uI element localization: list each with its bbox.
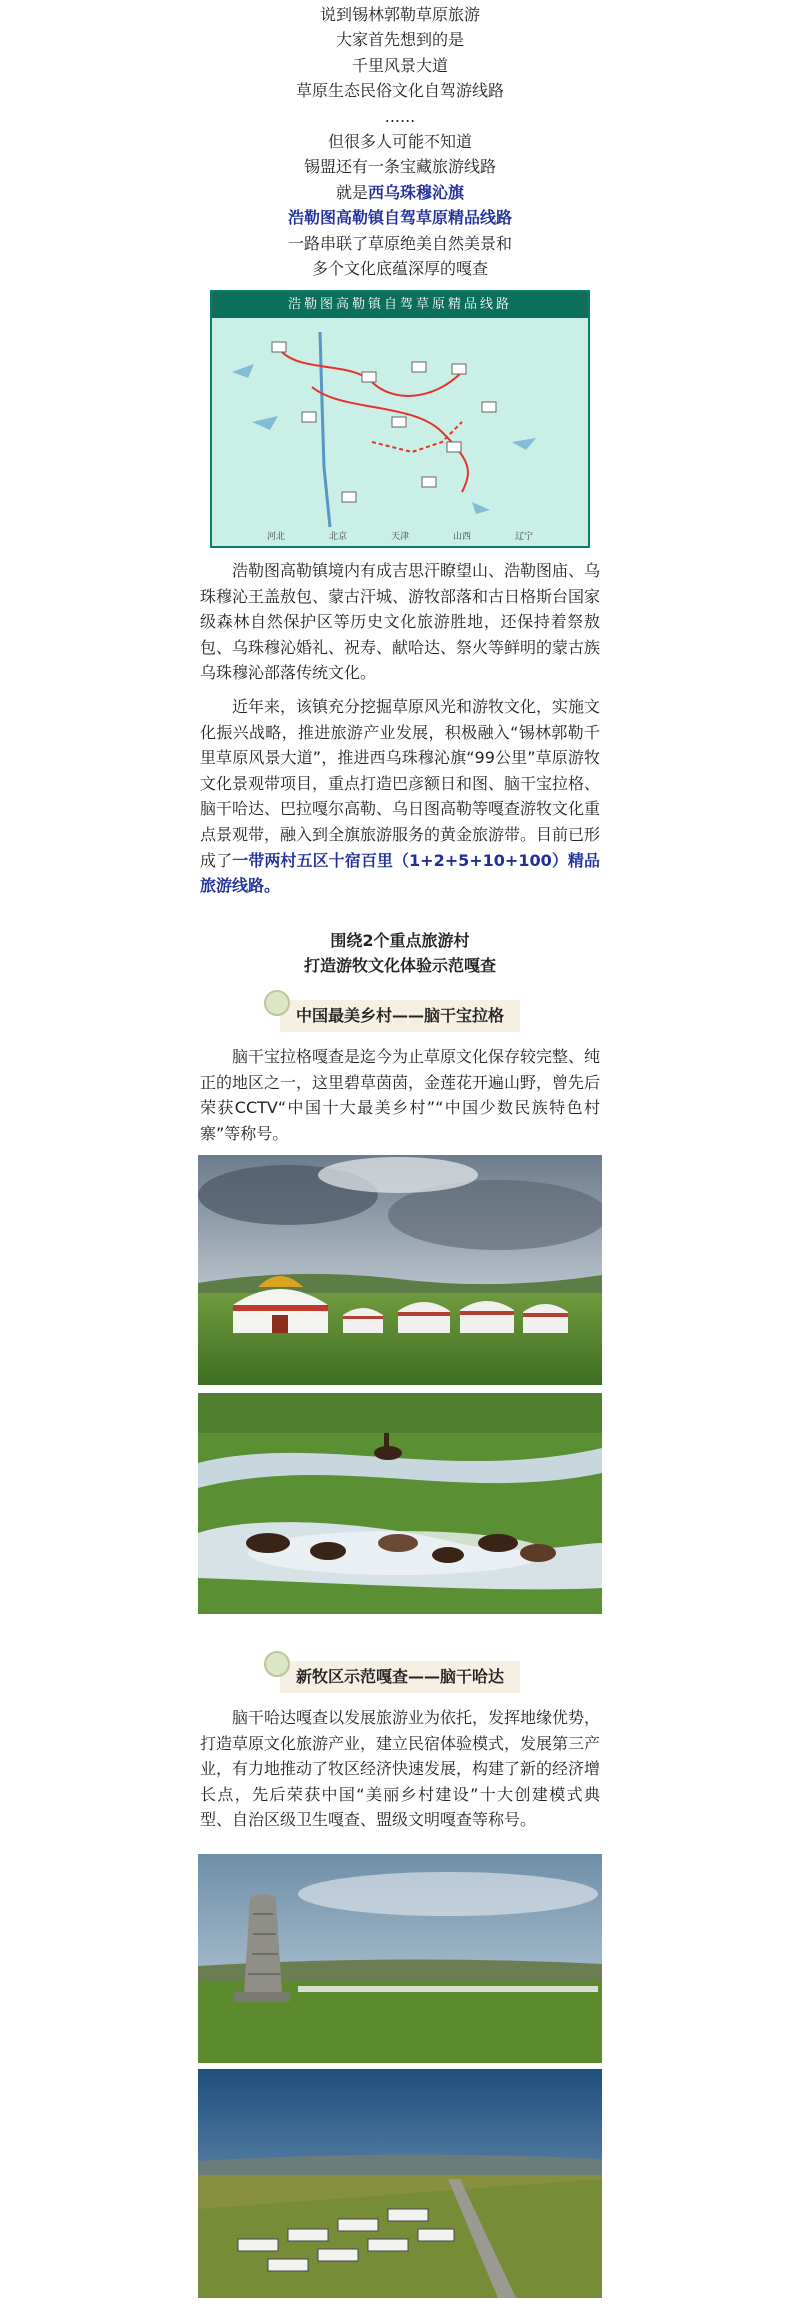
photo-village-graphic: [198, 2069, 602, 2298]
paragraph-culture: 浩勒图高勒镇境内有成吉思汗瞭望山、浩勒图庙、乌珠穆沁王盖敖包、蒙古汗城、游牧部落和古日格斯台国家级森林自然保护区等历史文化旅游胜地，还保持着祭敖包、乌珠穆沁婚礼、祝寿、献哈达、祭火等鲜明的蒙古族乌珠穆沁部落传统文化。: [200, 561, 601, 683]
intro-line: 大家首先想到的是: [335, 30, 464, 50]
map-region-label: 北京: [328, 532, 347, 542]
sub-heading-line-2: 打造游牧文化体验示范嘎查: [303, 956, 496, 975]
intro-line: 草原生态民俗文化自驾游线路: [295, 81, 504, 101]
route-map-graphic: [212, 292, 588, 546]
map-title: 浩勒图高勒镇自驾草原精品线路: [212, 292, 588, 318]
photo-yurts-graphic: [198, 1155, 602, 1385]
intro-line: 锡盟还有一条宝藏旅游线路: [303, 157, 496, 177]
bubble-decoration: [264, 1651, 290, 1677]
intro-line: 多个文化底蕴深厚的嘎查: [311, 258, 488, 278]
intro-line: 千里风景大道: [351, 55, 448, 75]
photo-horses: [198, 1393, 602, 1614]
map-footer: [212, 529, 588, 542]
intro-line-highlight: [0, 180, 800, 205]
photo-village-aerial: [198, 2069, 602, 2298]
section-title-text: 中国最美乡村——脑干宝拉格: [295, 1006, 504, 1025]
paragraph-naogan-baolage: 脑干宝拉格嘎查是迄今为止草原文化保存较完整、纯正的地区之一，这里碧草茵茵，金莲花开遍山野，曾先后荣获CCTV“中国十大最美乡村”“中国少数民族特色村寨”等称号。: [200, 1047, 601, 1143]
map-region-label: 河北: [266, 532, 285, 542]
photo-stone-graphic: [198, 1854, 602, 2063]
bubble-decoration: [264, 990, 290, 1016]
route-formula: 一带两村五区十宿百里（1+2+5+10+100）精品旅游线路。: [200, 850, 600, 896]
intro-prefix: 就是: [335, 182, 368, 202]
section-title-naogan-baolage: [280, 1000, 520, 1032]
paragraph-development: [200, 694, 600, 899]
map-region-label: 山西: [453, 532, 472, 542]
paragraph-naogan-hada: 脑干哈达嘎查以发展旅游业为依托，发挥地缘优势，打造草原文化旅游产业，建立民宿体验模式，发展第三产业，有力地推动了牧区经济快速发展，构建了新的经济增长点，先后荣获中国“美丽乡村建设”十大创建模式典型、自治区级卫生嘎查、盟级文明嘎查等称号。: [200, 1708, 601, 1830]
intro-line: 一路串联了草原绝美自然美景和: [287, 233, 512, 253]
intro-line: 但很多人可能不知道: [327, 131, 472, 151]
photo-stone-monument: [198, 1854, 602, 2063]
map-region-label: 天津: [390, 532, 409, 542]
section-title-text: 新牧区示范嘎查——脑干哈达: [295, 1667, 504, 1686]
intro-line: 说到锡林郭勒草原旅游: [319, 5, 480, 24]
section-title-naogan-hada: [280, 1661, 520, 1693]
intro-line: ......: [384, 106, 416, 126]
photo-yurts: [198, 1155, 602, 1385]
photo-horses-graphic: [198, 1393, 602, 1614]
route-map-image: [210, 290, 590, 548]
route-name: 浩勒图高勒镇自驾草原精品线路: [287, 208, 512, 228]
sub-heading-line-1: 围绕2个重点旅游村: [330, 931, 470, 950]
banner-name: 西乌珠穆沁旗: [368, 182, 465, 202]
intro-block: [0, 2, 800, 281]
paragraph-text: 近年来，该镇充分挖掘草原风光和游牧文化，实施文化振兴战略，推进旅游产业发展，积极融入“锡林郭勒千里草原风景大道”，推进西乌珠穆沁旗“99公里”草原游牧文化景观带项目，重点打造巴彦额日和图、脑干宝拉格、脑干哈达、巴拉嘎尔高勒、乌日图高勒等嘎查游牧文化重点景观带，融入到全旗旅游服务的黄金旅游带。目前已形成了: [200, 697, 601, 870]
map-region-label: 辽宁: [515, 532, 534, 542]
